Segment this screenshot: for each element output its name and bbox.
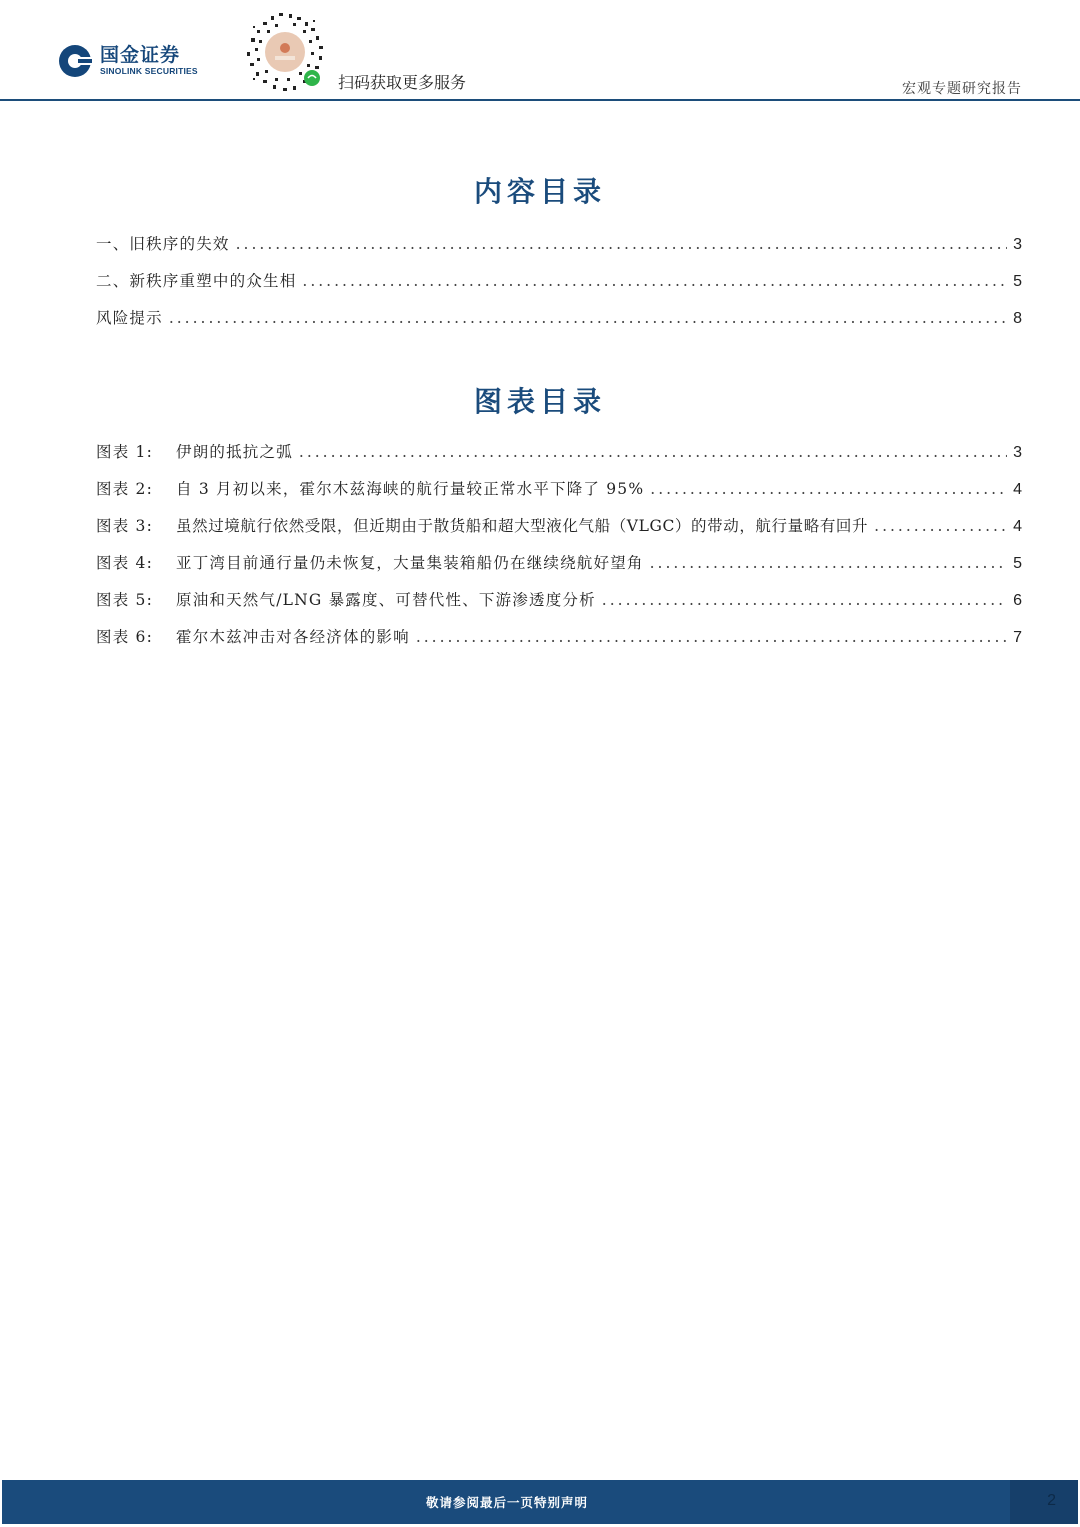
sinolink-logo-icon: [58, 44, 92, 78]
figure-item-page: 4: [1013, 481, 1022, 498]
disclaimer-note: 敬请参阅最后一页特别声明: [425, 1495, 588, 1510]
figure-item-number: 图表 4:: [96, 554, 154, 572]
report-type: 宏观专题研究报告: [902, 81, 1022, 97]
sinolink-logo: [58, 44, 198, 78]
dot-leader: [650, 480, 1007, 498]
contents-item-page: 5: [1013, 273, 1022, 290]
contents-item-label: 二、新秩序重塑中的众生相: [96, 272, 297, 290]
figures-list: [96, 440, 1022, 662]
figure-item-number: 图表 1:: [96, 443, 154, 461]
dot-leader: [874, 517, 1007, 535]
figures-title: 图表目录: [473, 385, 606, 418]
brand-name-cn: 国金证券: [100, 44, 181, 66]
figure-item-page: 3: [1013, 444, 1022, 461]
dot-leader: [236, 235, 1007, 253]
figure-item-page: 6: [1013, 592, 1022, 609]
contents-item-label: 风险提示: [96, 309, 163, 327]
contents-item-1[interactable]: [96, 232, 1022, 269]
dot-leader: [302, 272, 1007, 290]
figure-item-6[interactable]: [96, 625, 1022, 662]
figure-item-number: 图表 2:: [96, 480, 154, 498]
figure-item-number: 图表 5:: [96, 591, 154, 609]
dot-leader: [602, 591, 1007, 609]
figure-item-number: 图表 3:: [96, 517, 154, 535]
page-footer: [2, 1480, 1078, 1524]
figure-item-label: 虽然过境航行依然受限，但近期由于散货船和超大型液化气船（VLGC）的带动，航行量略有回升: [176, 517, 869, 535]
contents-item-page: 8: [1013, 310, 1022, 327]
figure-item-label: 伊朗的抵抗之弧: [176, 443, 293, 461]
contents-list: [96, 232, 1022, 343]
qr-code-icon[interactable]: [241, 8, 329, 96]
contents-item-page: 3: [1013, 236, 1022, 253]
figure-item-1[interactable]: [96, 440, 1022, 477]
page-number-box: [1010, 1480, 1078, 1524]
figure-item-4[interactable]: [96, 551, 1022, 588]
figure-item-label: 亚丁湾目前通行量仍未恢复，大量集装箱船仍在继续绕航好望角: [176, 554, 644, 572]
contents-item-label: 一、旧秩序的失效: [96, 235, 230, 253]
figure-item-label: 霍尔木兹冲击对各经济体的影响: [176, 628, 410, 646]
dot-leader: [416, 628, 1007, 646]
figure-item-number: 图表 6:: [96, 628, 154, 646]
figure-item-page: 7: [1013, 629, 1022, 646]
figure-item-3[interactable]: [96, 514, 1022, 551]
brand-name-en: SINOLINK SECURITIES: [100, 66, 198, 76]
contents-title: 内容目录: [473, 175, 606, 208]
dot-leader: [299, 443, 1007, 461]
figure-item-page: 5: [1013, 555, 1022, 572]
header-divider: [0, 99, 1080, 101]
qr-caption: 扫码获取更多服务: [338, 73, 467, 92]
figure-item-label: 自 3 月初以来，霍尔木兹海峡的航行量较正常水平下降了 95%: [176, 480, 645, 498]
contents-item-3[interactable]: [96, 306, 1022, 343]
figure-item-2[interactable]: [96, 477, 1022, 514]
figure-item-label: 原油和天然气/LNG 暴露度、可替代性、下游渗透度分析: [176, 591, 596, 609]
contents-item-2[interactable]: [96, 269, 1022, 306]
dot-leader: [650, 554, 1007, 572]
figure-item-5[interactable]: [96, 588, 1022, 625]
dot-leader: [169, 309, 1007, 327]
page-number: 2: [1047, 1492, 1056, 1509]
figure-item-page: 4: [1013, 518, 1022, 535]
page-header: [0, 0, 1080, 102]
